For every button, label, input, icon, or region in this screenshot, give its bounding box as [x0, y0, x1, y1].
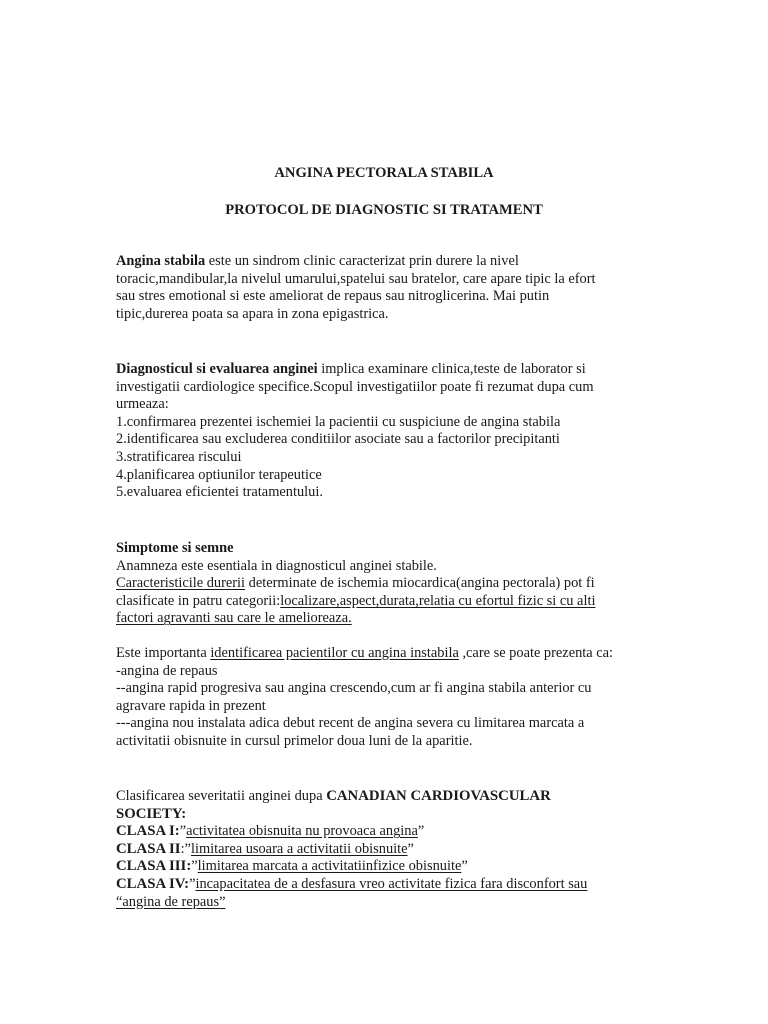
document-title: ANGINA PECTORALA STABILA	[274, 165, 494, 181]
classification-section: Clasificarea severitatii anginei dupa CANADIAN CARDIOVASCULAR SOCIETY: CLASA I:”activitatea obisnuita nu provoaca angina” CLASA II:”limitarea usoara a activitatii obisnuite” CLASA III:”limitarea marcata a activitatiinfizice obisnuite” CLASA IV:”incapacitatea de a desfasura vreo activitate fizica fara disconfort sau “angina de repaus”	[116, 788, 656, 911]
class-item: CLASA IV:”incapacitatea de a desfasura vreo activitate fizica fara disconfort sau	[116, 875, 588, 892]
symptoms-section: Simptome si semne Anamneza este esentiala in diagnosticul anginei stabile. Caracteristicile durerii determinate de ischemia miocardica(angina pectorala) pot fi clasificate in patru categorii:localizare,aspect,durata,relatia cu efortul fizic si cu alti factori agravanti sau care le amelioreaza.	[116, 540, 596, 627]
diagnostic-term: Diagnosticul si evaluarea anginei	[116, 361, 318, 377]
document-subtitle: PROTOCOL DE DIAGNOSTIC SI TRATAMENT	[225, 202, 543, 218]
list-item: 4.planificarea optiunilor terapeutice	[116, 466, 322, 483]
intro-paragraph: Angina stabila este un sindrom clinic caracterizat prin durere la nivel toracic,mandibular,la nivelul umarului,spatelui sau bratelor, care apare tipic la efort sau stres emotional si este ameliorat de repaus sau nitroglicerina. Mai putin tipic,durerea poata sa apara in zona epigastrica.	[116, 253, 596, 322]
class-item: CLASA II:”limitarea usoara a activitatii obisnuite”	[116, 840, 414, 857]
list-item: 3.stratificarea riscului	[116, 448, 242, 465]
list-item: 5.evaluarea eficientei tratamentului.	[116, 484, 323, 501]
diagnostic-paragraph: Diagnosticul si evaluarea anginei implica examinare clinica,teste de laborator si investigatii cardiologice specifice.Scopul investigatiilor poate fi rezumat dupa cum urmeaza: 1.confirmarea prezentei ischemiei la pacientii cu suspiciune de angina stabila 2.identificarea sau excluderea conditiilor asociate sau a factorilor precipitanti 3.stratificarea riscului 4.planificarea optiunilor terapeutice 5.evaluarea eficientei tratamentului.	[116, 361, 656, 502]
symptoms-heading: Simptome si semne	[116, 540, 234, 556]
pain-characteristics-link: Caracteristicile durerii	[116, 575, 246, 592]
list-item: 1.confirmarea prezentei ischemiei la pacientii cu suspiciune de angina stabila	[116, 413, 561, 430]
list-item: 2.identificarea sau excluderea conditiilor asociate sau a factorilor precipitanti	[116, 431, 560, 448]
class-item: CLASA I:”activitatea obisnuita nu provoaca angina”	[116, 823, 425, 840]
unstable-angina-paragraph: Este importanta identificarea pacientilor cu angina instabila ,care se poate prezenta ca: -angina de repaus --angina rapid progresiva sau angina crescendo,cum ar fi angina stabila anterior cu agravare rapida in prezent ---angina nou instalata adica debut recent de angina severa cu limitarea marcata a activitatii obisnuite in cursul primelor doua luni de la aparitie.	[116, 645, 614, 749]
class-item: CLASA III:”limitarea marcata a activitatiinfizice obisnuite”	[116, 858, 468, 875]
intro-term: Angina stabila	[116, 253, 206, 269]
